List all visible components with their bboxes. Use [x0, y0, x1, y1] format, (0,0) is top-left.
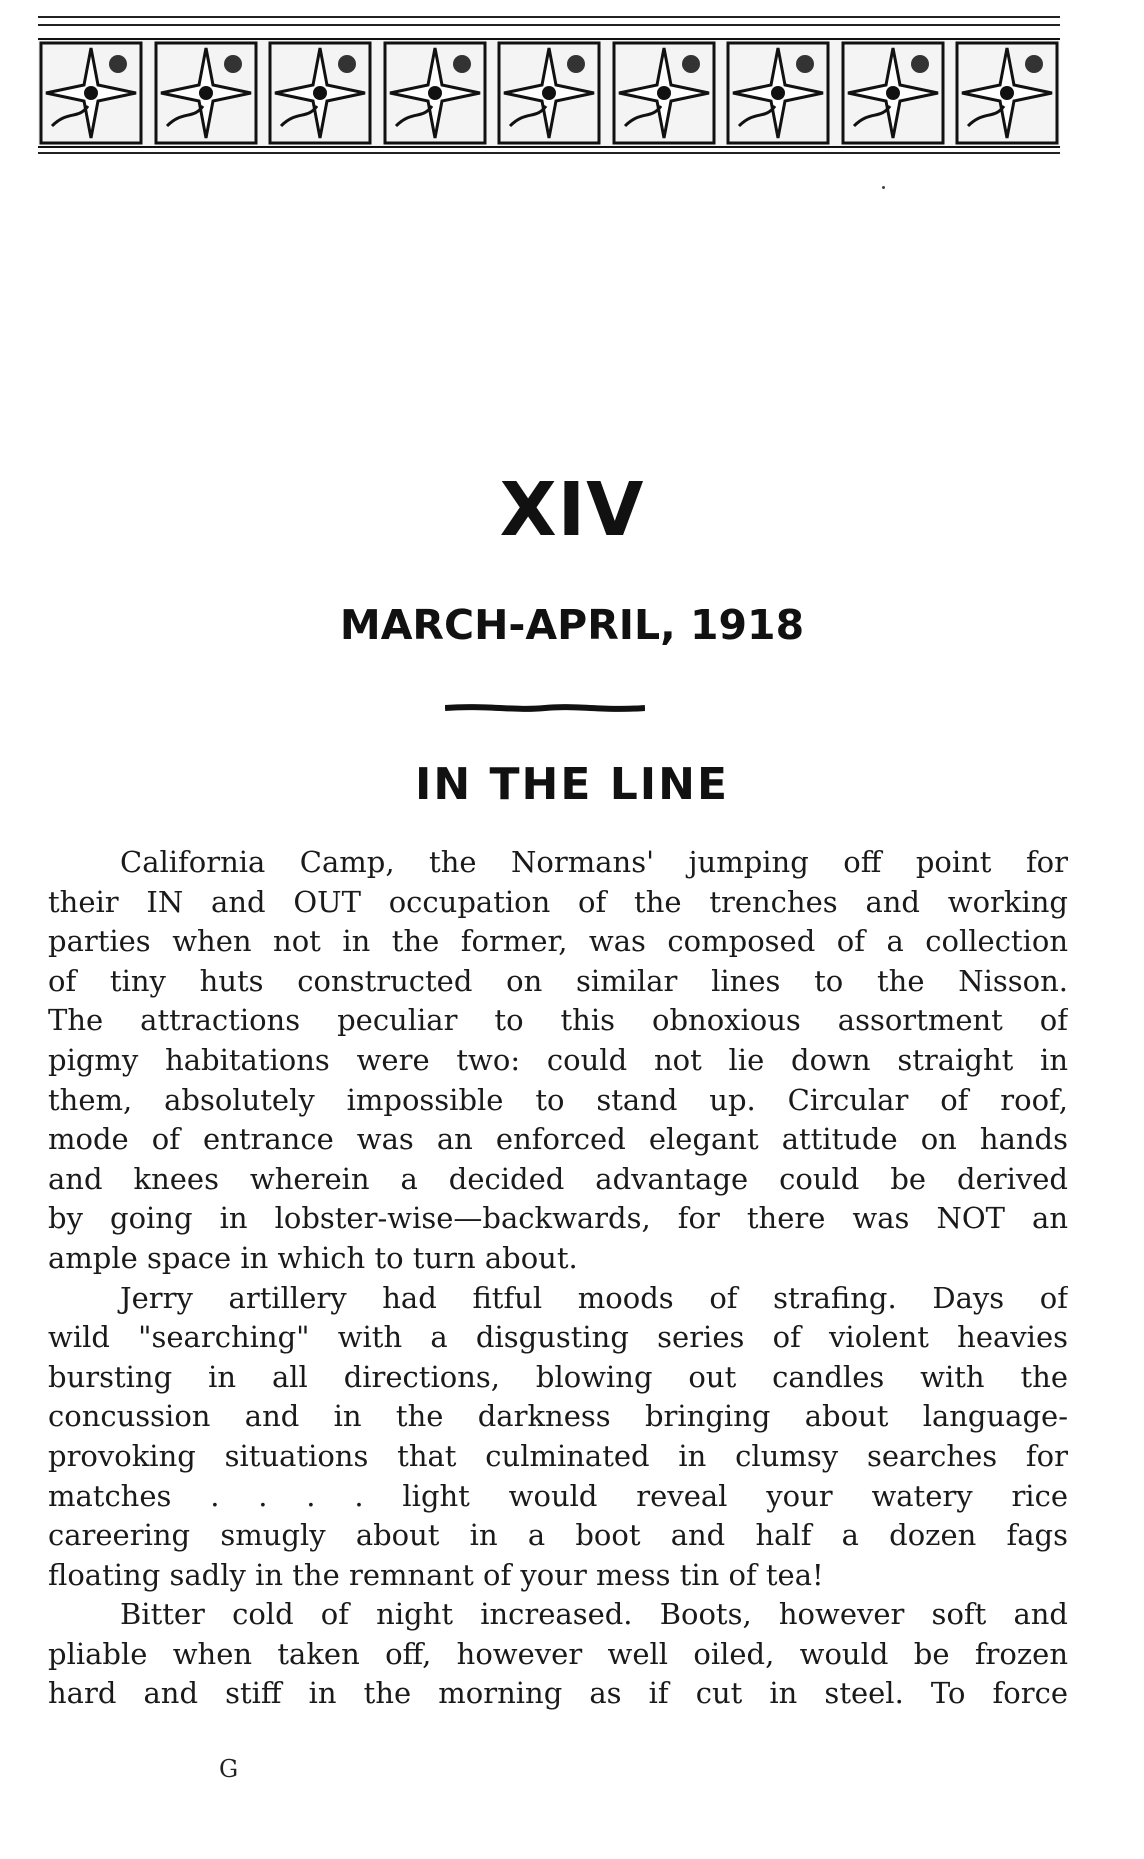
floral-tile-icon	[153, 40, 259, 146]
text-line: their IN and OUT occupation of the trenches and working	[48, 884, 1068, 919]
speck-mark	[882, 186, 885, 189]
text-line: mode of entrance was an enforced elegant attitude on hands	[48, 1122, 1068, 1157]
ornament-rule-bottom	[38, 152, 1060, 154]
text-line: bursting in all directions, blowing out candles with the	[48, 1359, 1068, 1394]
text-line: of tiny huts constructed on similar lines to the Nisson.	[48, 963, 1068, 998]
text-line: wild "searching" with a disgusting series of violent heavies	[48, 1320, 1068, 1355]
ornament-tile-band	[38, 38, 1060, 148]
text-line: careering smugly about in a boot and half a dozen fags	[48, 1518, 1068, 1553]
ornament-rule-top-inner	[38, 24, 1060, 26]
ornament-rule-top	[38, 16, 1060, 18]
text-line: floating sadly in the remnant of your mess tin of tea!	[48, 1557, 824, 1592]
text-line: Bitter cold of night increased. Boots, however soft and	[120, 1597, 1068, 1632]
paragraph	[48, 1279, 1068, 1596]
text-line: The attractions peculiar to this obnoxious assortment of	[48, 1003, 1068, 1038]
text-line: Jerry artillery had fitful moods of strafing. Days of	[120, 1280, 1068, 1315]
text-line: California Camp, the Normans' jumping off point for	[120, 845, 1068, 879]
text-line: by going in lobster-wise—backwards, for there was NOT an	[48, 1201, 1068, 1236]
paragraph	[48, 843, 1068, 1279]
floral-tile-icon	[382, 40, 488, 146]
text-line: hard and stiff in the morning as if cut in steel. To force	[48, 1676, 1068, 1711]
text-line: matches . . . . light would reveal your watery rice	[48, 1478, 1068, 1513]
chapter-date-range: MARCH-APRIL, 1918	[339, 601, 805, 649]
header-ornament-border	[38, 16, 1060, 156]
text-line: ample space in which to turn about.	[48, 1240, 578, 1275]
text-line: them, absolutely impossible to stand up. Circular of roof,	[48, 1082, 1068, 1117]
floral-tile-icon	[954, 40, 1060, 146]
chapter-body	[48, 843, 1068, 1714]
chapter-title: IN THE LINE	[414, 759, 729, 810]
text-line: pigmy habitations were two: could not lie down straight in	[48, 1042, 1068, 1077]
paragraph	[48, 1595, 1068, 1714]
text-line: parties when not in the former, was composed of a collection	[48, 924, 1068, 959]
floral-tile-icon	[840, 40, 946, 146]
floral-tile-icon	[38, 40, 144, 146]
text-line: and knees wherein a decided advantage could be derived	[48, 1161, 1068, 1196]
floral-tile-icon	[496, 40, 602, 146]
text-line: pliable when taken off, however well oiled, would be frozen	[48, 1636, 1068, 1671]
floral-tile-icon	[725, 40, 831, 146]
floral-tile-icon	[611, 40, 717, 146]
text-line: provoking situations that culminated in clumsy searches for	[48, 1438, 1068, 1473]
signature-mark: G	[219, 1755, 239, 1783]
chapter-number: XIV	[499, 467, 645, 553]
text-line: concussion and in the darkness bringing about language-	[48, 1399, 1068, 1434]
floral-tile-icon	[267, 40, 373, 146]
title-divider-rule	[445, 704, 645, 712]
